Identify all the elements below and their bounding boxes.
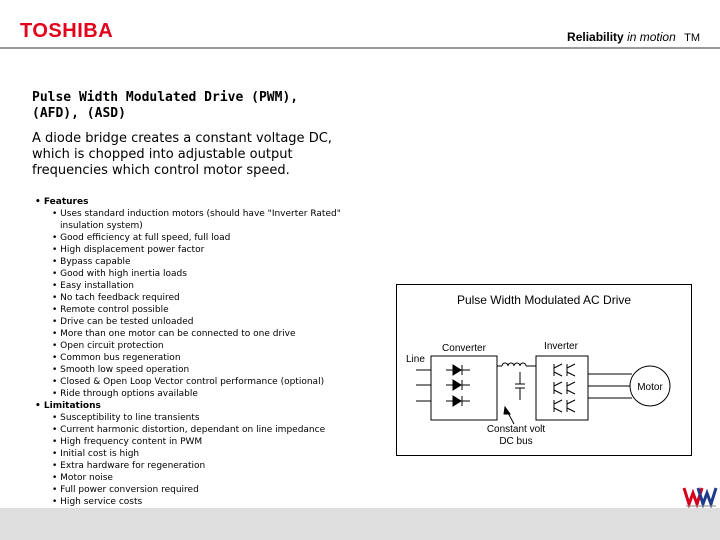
limitation-item: • High service costs — [52, 497, 143, 507]
diode-icon — [446, 396, 470, 406]
limitation-item: • Susceptibility to line transients — [52, 413, 200, 423]
partner-logo — [680, 482, 720, 508]
footer-bar — [0, 508, 720, 540]
trademark-mark: TM — [684, 32, 700, 44]
feature-item: • Bypass capable — [52, 257, 131, 267]
tagline-bold: Reliability — [567, 30, 624, 44]
intro-paragraph — [32, 131, 412, 179]
tagline — [567, 30, 700, 44]
feature-item: • Remote control possible — [52, 305, 169, 315]
title-line: Pulse Width Modulated Drive (PWM), — [32, 90, 299, 105]
diode-icon — [446, 380, 470, 390]
feature-item: • High displacement power factor — [52, 245, 205, 255]
inverter-label: Inverter — [544, 341, 578, 352]
title-line: (AFD), (ASD) — [32, 106, 126, 121]
limitation-item: • High frequency content in PWM — [52, 437, 203, 447]
limitation-item: • Full power conversion required — [52, 485, 199, 495]
intro-line: frequencies which control motor speed. — [32, 163, 290, 178]
bullet-list — [35, 196, 365, 508]
feature-item: • Open circuit protection — [52, 341, 164, 351]
dc-bus-label-line2: DC bus — [499, 436, 533, 447]
feature-item: • Common bus regeneration — [52, 353, 181, 363]
transistor-icon — [554, 400, 575, 412]
feature-item: • Good with high inertia loads — [52, 269, 187, 279]
limitation-item: • Extra hardware for regeneration — [52, 461, 206, 471]
line-label: Line — [406, 354, 425, 365]
converter-block — [416, 356, 497, 420]
feature-item: • Drive can be tested unloaded — [52, 317, 194, 327]
tagline-italic: in motion — [627, 30, 676, 44]
limitation-item: • Current harmonic distortion, dependant on line impedance — [52, 425, 326, 435]
inductor-icon — [497, 363, 536, 366]
feature-item: • Easy installation — [52, 281, 134, 291]
feature-item: • Ride through options available — [52, 389, 198, 399]
converter-label: Converter — [442, 343, 486, 354]
motor-label: Motor — [637, 382, 663, 393]
toshiba-logo: TOSHIBA — [20, 20, 114, 42]
feature-item: • Closed & Open Loop Vector control performance (optional) — [52, 377, 325, 387]
pwm-drive-diagram — [396, 284, 692, 456]
dc-bus-label-line1: Constant volt — [486, 424, 546, 435]
diagram-title: Pulse Width Modulated AC Drive — [456, 293, 632, 307]
limitation-item: • Initial cost is high — [52, 449, 140, 459]
header-divider — [0, 47, 720, 49]
limitations-heading: • Limitations — [35, 401, 101, 411]
capacitor-icon — [515, 372, 525, 400]
arrow-icon — [504, 407, 514, 424]
intro-line: which is chopped into adjustable output — [32, 147, 293, 162]
feature-item: • No tach feedback required — [52, 293, 180, 303]
inverter-block — [536, 356, 632, 420]
feature-item: • Smooth low speed operation — [52, 365, 190, 375]
transistor-icon — [554, 382, 575, 394]
transistor-icon — [554, 364, 575, 376]
features-heading: • Features — [35, 197, 89, 207]
diode-icon — [446, 365, 470, 375]
slide-title — [32, 90, 392, 122]
limitation-item: • Motor noise — [52, 473, 113, 483]
intro-line: A diode bridge creates a constant voltage DC, — [32, 131, 332, 146]
feature-item: • Good efficiency at full speed, full load — [52, 233, 231, 243]
feature-item: • More than one motor can be connected to one drive — [52, 329, 296, 339]
feature-item: • Uses standard induction motors (should have "Inverter Rated" insulation system) — [52, 209, 341, 231]
